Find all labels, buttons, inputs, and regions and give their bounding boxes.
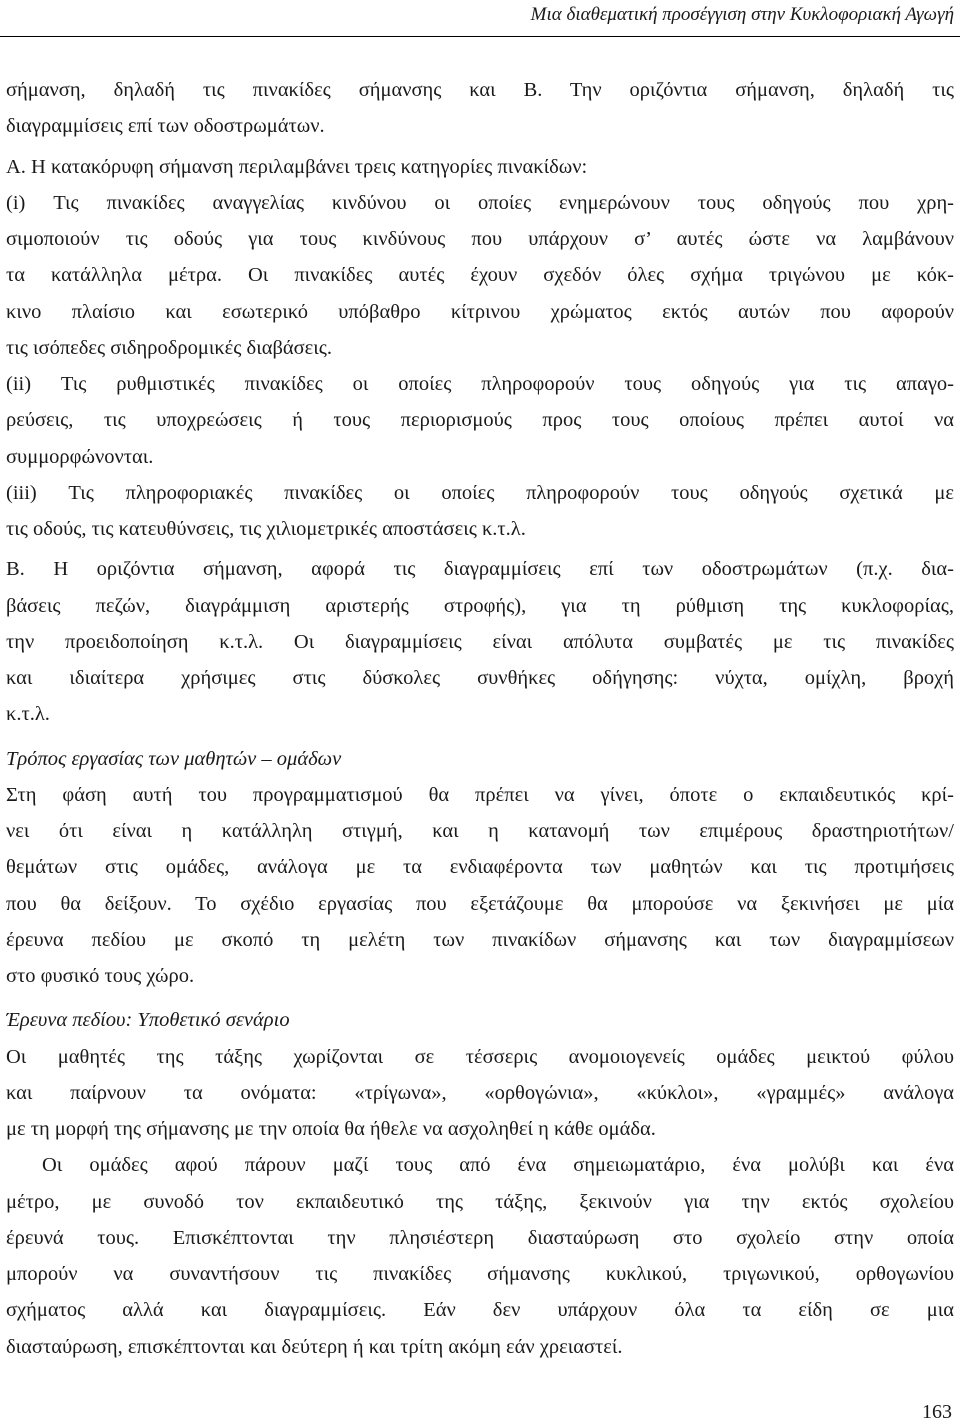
text-line: ρεύσεις, τις υποχρεώσεις ή τους περιορισμούς προς τους οποίους πρέπει αυτοί να <box>6 409 954 432</box>
text-line: Οι ομάδες αφού πάρουν μαζί τους από ένα σημειωματάριο, ένα μολύβι και ένα <box>42 1154 954 1177</box>
text-line: στο φυσικό τους χώρο. <box>6 965 195 987</box>
section-heading: Τρόπος εργασίας των μαθητών – ομάδων <box>6 747 342 770</box>
text-line: Α. Η κατακόρυφη σήμανση περιλαμβάνει τρεις κατηγορίες πινακίδων: <box>6 155 588 178</box>
text-line: θεμάτων στις ομάδες, ανάλογα με τα ενδιαφέροντα των μαθητών και τις προτιμήσεις <box>6 856 954 879</box>
text-line: διαγραμμίσεις επί των οδοστρωμάτων. <box>6 115 325 138</box>
text-line: συμμορφώνονται. <box>6 445 154 468</box>
header-rule <box>0 36 960 37</box>
text-line: τις ισόπεδες σιδηροδρομικές διαβάσεις. <box>6 336 333 359</box>
text-line: (iii) Τις πληροφοριακές πινακίδες οι οποίες πληροφορούν τους οδηγούς σχετικά με <box>6 481 954 504</box>
text-line: σχήματος αλλά και διαγραμμίσεις. Εάν δεν υπάρχουν όλα τα είδη σε μια <box>6 1299 954 1322</box>
text-line: Β. Η οριζόντια σήμανση, αφορά τις διαγραμμίσεις επί των οδοστρωμάτων (π.χ. δια- <box>6 558 954 581</box>
page-number: 163 <box>922 1401 952 1423</box>
text-line: και ιδιαίτερα χρήσιμες στις δύσκολες συνθήκες οδήγησης: νύχτα, ομίχλη, βροχή <box>6 667 954 689</box>
text-line: σιμοποιούν τις οδούς για τους κινδύνους που υπάρχουν σ’ αυτές ώστε να λαμβάνουν <box>6 228 954 250</box>
text-line: και παίρνουν τα ονόματα: «τρίγωνα», «ορθογώνια», «κύκλοι», «γραμμές» ανάλογα <box>6 1081 954 1104</box>
text-line: έρευνα πεδίου με σκοπό τη μελέτη των πινακίδων σήμανσης και των διαγραμμίσεων <box>6 928 954 951</box>
text-line: τα κατάλληλα μέτρα. Οι πινακίδες αυτές έχουν σχεδόν όλες σχήμα τριγώνου με κόκ- <box>6 264 954 287</box>
text-line: διασταύρωση, επισκέπτονται και δεύτερη ή και τρίτη ακόμη εάν χρειαστεί. <box>6 1335 623 1358</box>
text-line: νει ότι είναι η κατάλληλη στιγμή, και η κατανομή των επιμέρους δραστηριοτήτων/ <box>6 820 954 842</box>
text-line: βάσεις πεζών, διαγράμμιση αριστερής στροφής), για τη ρύθμιση της κυκλοφορίας, <box>6 594 954 617</box>
text-line: την προειδοποίηση κ.τ.λ. Οι διαγραμμίσεις είναι απόλυτα συμβατές με τις πινακίδες <box>6 630 954 653</box>
text-line: σήμανση, δηλαδή τις πινακίδες σήμανσης και Β. Την οριζόντια σήμανση, δηλαδή τις <box>6 79 954 101</box>
text-line: μέτρο, με συνοδό τον εκπαιδευτικό της τάξης, ξεκινούν για την εκτός σχολείου <box>6 1190 954 1213</box>
text-line: μπορούν να συναντήσουν τις πινακίδες σήμανσης κυκλικού, τριγωνικού, ορθογωνίου <box>6 1263 954 1285</box>
text-line: κ.τ.λ. <box>6 703 50 726</box>
text-line: με τη μορφή της σήμανσης με την οποία θα ήθελε να ασχοληθεί η κάθε ομάδα. <box>6 1118 656 1140</box>
text-line: (ii) Τις ρυθμιστικές πινακίδες οι οποίες πληροφορούν τους οδηγούς για τις απαγο- <box>6 373 954 395</box>
running-header: Μια διαθεματική προσέγγιση στην Κυκλοφοριακή Αγωγή <box>530 4 954 25</box>
text-line: κινο πλαίσιο και εσωτερικό υπόβαθρο κίτρινου χρώματος εκτός αυτών που αφορούν <box>6 300 954 323</box>
section-heading: Έρευνα πεδίου: Υποθετικό σενάριο <box>6 1009 290 1032</box>
body-text <box>6 72 954 1365</box>
text-line: που θα δείξουν. Το σχέδιο εργασίας που εξετάζουμε θα μπορούσε να ξεκινήσει με μία <box>6 892 954 915</box>
text-line: Στη φάση αυτή του προγραμματισμού θα πρέπει να γίνει, όποτε ο εκπαιδευτικός κρί- <box>6 783 954 806</box>
text-line: (i) Τις πινακίδες αναγγελίας κινδύνου οι οποίες ενημερώνουν τους οδηγούς που χρη- <box>6 191 954 214</box>
text-line: τις οδούς, τις κατευθύνσεις, τις χιλιομετρικές αποστάσεις κ.τ.λ. <box>6 518 526 540</box>
text-line: έρευνά τους. Επισκέπτονται την πλησιέστερη διασταύρωση στο σχολείο στην οποία <box>6 1226 954 1249</box>
text-line: Οι μαθητές της τάξης χωρίζονται σε τέσσερις ανομοιογενείς ομάδες μεικτού φύλου <box>6 1045 954 1068</box>
